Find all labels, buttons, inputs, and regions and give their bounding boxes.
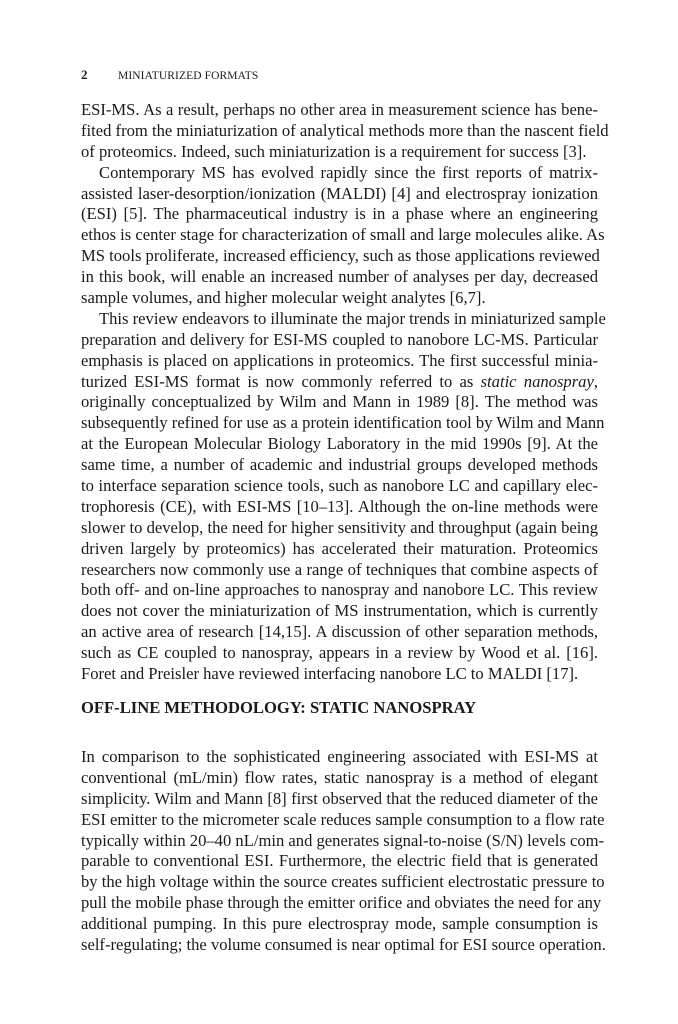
text-line: additional pumping. In this pure electrospray mode, sample consumption is (81, 914, 598, 934)
text-line: an active area of research [14,15]. A discussion of other separation methods, (81, 622, 598, 642)
text-line: parable to conventional ESI. Furthermore, the electric field that is generated (81, 851, 598, 871)
text-line: does not cover the miniaturization of MS instrumentation, which is currently (81, 601, 598, 621)
text-line: at the European Molecular Biology Laboratory in the mid 1990s [9]. At the (81, 434, 598, 454)
text-line: subsequently refined for use as a protein identification tool by Wilm and Mann (81, 413, 605, 433)
paragraph (81, 162, 605, 309)
text-line: MS tools proliferate, increased efficiency, such as those applications reviewed (81, 246, 600, 266)
text-line: (ESI) [5]. The pharmaceutical industry is in a phase where an engineering (81, 204, 598, 224)
text-line: In comparison to the sophisticated engineering associated with ESI-MS at (81, 747, 598, 766)
intro-text (81, 100, 609, 685)
text-line: ESI emitter to the micrometer scale reduces sample consumption to a flow rate (81, 809, 605, 829)
text-line: turized ESI-MS format is now commonly referred to as static nanospray, (81, 371, 598, 391)
text-line: emphasis is placed on applications in proteomics. The first successful minia- (81, 350, 598, 370)
text-line: assisted laser-desorption/ionization (MALDI) [4] and electrospray ionization (81, 183, 598, 203)
text-line: to interface separation science tools, such as nanobore LC and capillary elec- (81, 476, 598, 496)
text-line: pull the mobile phase through the emitter orifice and obviates the need for any (81, 893, 602, 913)
text-line: preparation and delivery for ESI-MS coupled to nanobore LC-MS. Particular (81, 329, 598, 349)
text-line: driven largely by proteomics) has accelerated their maturation. Proteomics (81, 538, 598, 558)
page-number: 2 (81, 67, 88, 82)
text-line: of proteomics. Indeed, such miniaturization is a requirement for success [3]. (81, 141, 587, 161)
text-line: such as CE coupled to nanospray, appears in a review by Wood et al. [16]. (81, 643, 598, 663)
text-line: both off- and on-line approaches to nanospray and nanobore LC. This review (81, 580, 598, 600)
italic-term: static nanospray (480, 371, 594, 391)
text-line: originally conceptualized by Wilm and Mann in 1989 [8]. The method was (81, 392, 598, 412)
text-line: Contemporary MS has evolved rapidly since the first reports of matrix- (99, 162, 598, 182)
text-line: typically within 20–40 nL/min and generates signal-to-noise (S/N) levels com- (81, 830, 605, 850)
running-head (81, 66, 598, 84)
text-line: by the high voltage within the source creates sufficient electrostatic pressure to (81, 872, 605, 892)
text-line: conventional (mL/min) flow rates, static nanospray is a method of elegant (81, 767, 598, 787)
text-line: researchers now commonly use a range of techniques that combine aspects of (81, 559, 598, 579)
paragraph (81, 100, 609, 163)
text-line: ethos is center stage for characterization of small and large molecules alike. As (81, 225, 605, 245)
text-line: This review endeavors to illuminate the major trends in miniaturized sample (99, 308, 606, 328)
text-line: in this book, will enable an increased number of analyses per day, decreased (81, 267, 598, 287)
text-line: simplicity. Wilm and Mann [8] first observed that the reduced diameter of the (81, 788, 598, 808)
section-body-text (81, 747, 606, 956)
paragraph (81, 747, 606, 956)
text-line: fited from the miniaturization of analytical methods more than the nascent field (81, 120, 609, 140)
running-head-title: MINIATURIZED FORMATS (118, 70, 259, 82)
text-line: self-regulating; the volume consumed is near optimal for ESI source operation. (81, 935, 606, 955)
paragraph (81, 308, 606, 685)
text-line: Foret and Preisler have reviewed interfacing nanobore LC to MALDI [17]. (81, 664, 579, 684)
section-heading: OFF-LINE METHODOLOGY: STATIC NANOSPRAY (81, 698, 477, 717)
text-line: same time, a number of academic and industrial groups developed methods (81, 455, 598, 475)
text-line: trophoresis (CE), with ESI-MS [10–13]. Although the on-line methods were (81, 496, 598, 516)
text-line: sample volumes, and higher molecular weight analytes [6,7]. (81, 288, 486, 308)
text-line: ESI-MS. As a result, perhaps no other area in measurement science has bene- (81, 100, 598, 119)
text-line: slower to develop, the need for higher sensitivity and throughput (again being (81, 517, 598, 537)
